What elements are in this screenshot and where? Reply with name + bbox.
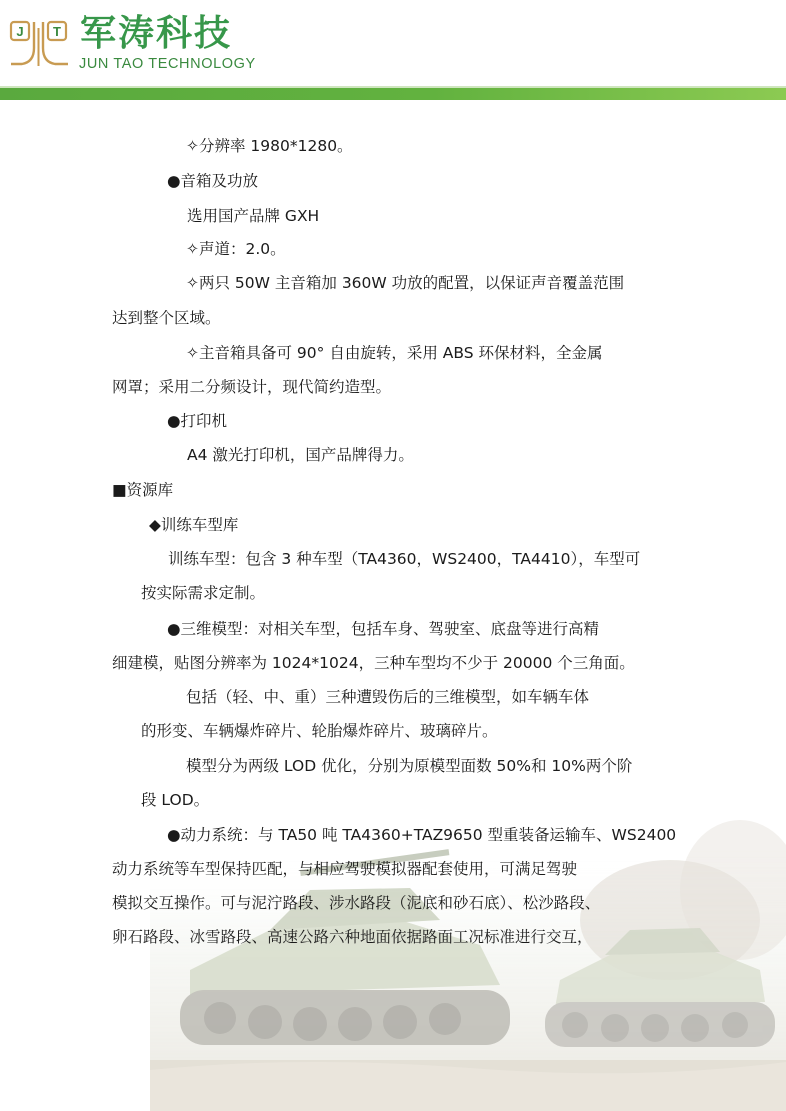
paragraph-line: ✧两只 50W 主音箱加 360W 功放的配置，以保证声音覆盖范围 bbox=[186, 274, 625, 292]
paragraph-line: 的形变、车辆爆炸碎片、轮胎爆炸碎片、玻璃碎片。 bbox=[141, 722, 498, 740]
paragraph-line: 动力系统等车型保持匹配，与相应驾驶模拟器配套使用，可满足驾驶 bbox=[112, 860, 578, 878]
paragraph-line: 卵石路段、冰雪路段、高速公路六种地面依据路面工况标准进行交互， bbox=[112, 928, 593, 946]
paragraph-line: A4 激光打印机，国产品牌得力。 bbox=[187, 446, 414, 464]
paragraph-line: 细建模，贴图分辨率为 1024*1024，三种车型均不少于 20000 个三角面。 bbox=[112, 654, 635, 672]
paragraph-line: ✧分辨率 1980*1280。 bbox=[186, 137, 353, 155]
section-bullet-printer: ●打印机 bbox=[167, 412, 228, 430]
paragraph-line: 段 LOD。 bbox=[141, 791, 210, 809]
paragraph-line: 按实际需求定制。 bbox=[141, 584, 266, 602]
paragraph-line: 选用国产品牌 GXH bbox=[187, 207, 320, 225]
company-name-en: JUN TAO TECHNOLOGY bbox=[79, 56, 256, 72]
paragraph-line: ●三维模型：对相关车型，包括车身、驾驶室、底盘等进行高精 bbox=[167, 620, 600, 638]
paragraph-line: ✧声道：2.0。 bbox=[186, 240, 286, 258]
section-heading-resource-library: ■资源库 bbox=[112, 481, 174, 499]
subsection-heading-vehicle-library: ◆训练车型库 bbox=[149, 516, 239, 534]
paragraph-line: ✧主音箱具备可 90° 自由旋转，采用 ABS 环保材料，全金属 bbox=[186, 344, 603, 362]
paragraph-line: ●动力系统：与 TA50 吨 TA4360+TAZ9650 型重装备运输车、WS2400 bbox=[167, 826, 677, 844]
paragraph-line: 包括（轻、中、重）三种遭毁伤后的三维模型，如车辆车体 bbox=[186, 688, 590, 706]
logo-letter-j: J bbox=[16, 24, 24, 39]
paragraph-line: 训练车型：包含 3 种车型（TA4360，WS2400，TA4410），车型可 bbox=[168, 550, 641, 568]
logo-letter-t: T bbox=[53, 24, 61, 39]
company-name-cn: 军涛科技 bbox=[80, 13, 233, 54]
paragraph-line: 网罩；采用二分频设计，现代简约造型。 bbox=[112, 378, 392, 396]
section-bullet-speakers: ●音箱及功放 bbox=[167, 172, 259, 190]
paragraph-line: 模拟交互操作。可与泥泞路段、涉水路段（泥底和砂石底）、松沙路段、 bbox=[112, 894, 601, 912]
paragraph-line: 模型分为两级 LOD 优化，分别为原模型面数 50%和 10%两个阶 bbox=[186, 757, 633, 775]
paragraph-line: 达到整个区域。 bbox=[112, 309, 221, 327]
